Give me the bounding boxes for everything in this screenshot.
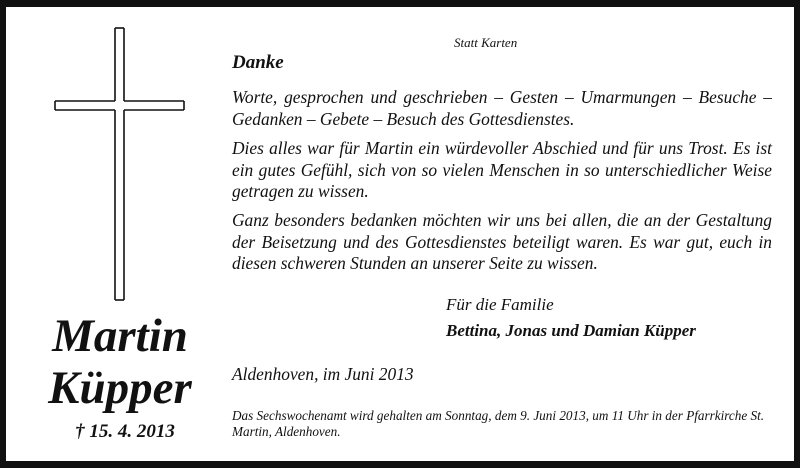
family-names: Bettina, Jonas und Damian Küpper — [446, 321, 696, 340]
deceased-first-name: Martin — [52, 310, 188, 362]
statt-karten-label: Statt Karten — [454, 35, 518, 50]
place-date: Aldenhoven, im Juni 2013 — [232, 364, 414, 384]
paragraph-3: Ganz besonders bedanken möchten wir uns bei allen, die an der Gestaltung der Beisetzung und des Gottesdienstes beteiligt waren. Es war gut, euch in diesen schweren Stunden an unserer Seite zu wissen. — [232, 210, 772, 274]
deceased-last-name: Küpper — [48, 362, 192, 414]
notice-heading: Danke — [232, 52, 284, 73]
paragraph-1: Worte, gesprochen und geschrieben – Gesten – Umarmungen – Besuche – Gedanken – Gebete – Besuch des Gottesdienstes. — [232, 87, 772, 129]
paragraph-2: Dies alles war für Martin ein würdevoller Abschied und für uns Trost. Es ist ein gutes Gefühl, sich von so vielen Menschen in so unterschiedlicher Weise getragen zu wissen. — [232, 138, 772, 202]
family-label: Für die Familie — [446, 295, 554, 314]
memorial-note: Das Sechswochenamt wird gehalten am Sonntag, dem 9. Juni 2013, um 11 Uhr in der Pfarrkirche St. Martin, Aldenhoven. — [232, 408, 765, 439]
death-date: † 15. 4. 2013 — [75, 421, 175, 442]
